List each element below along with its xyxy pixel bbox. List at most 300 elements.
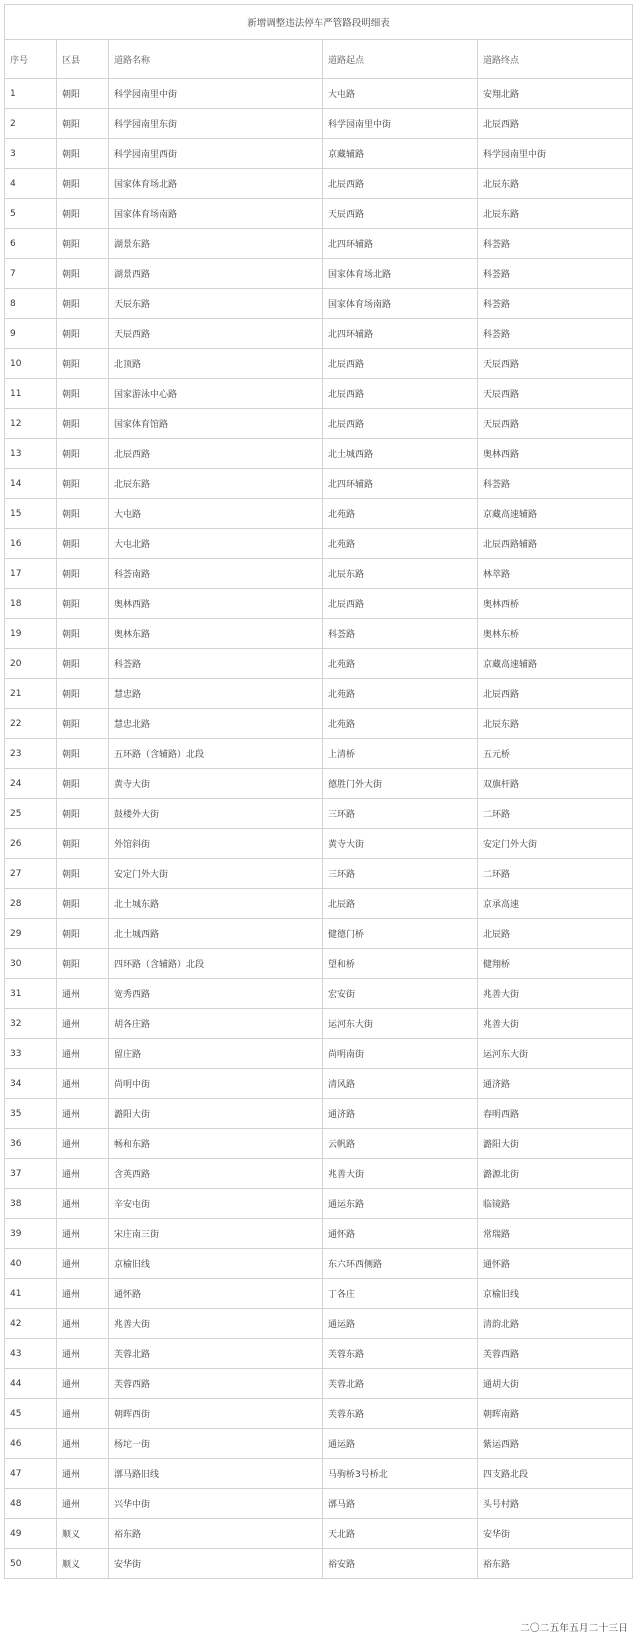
cell-road-end: 天辰西路 xyxy=(478,409,633,439)
table-row xyxy=(5,1069,633,1099)
cell-road-end: 安定门外大街 xyxy=(478,829,633,859)
cell-road-start: 漷马路 xyxy=(323,1489,478,1519)
table-row xyxy=(5,1519,633,1549)
cell-index: 11 xyxy=(5,379,57,409)
cell-road-end: 临镜路 xyxy=(478,1189,633,1219)
cell-road-end: 京藏高速辅路 xyxy=(478,649,633,679)
cell-road-start: 北辰西路 xyxy=(323,409,478,439)
cell-road-name: 鼓楼外大街 xyxy=(109,799,323,829)
cell-road-name: 天辰西路 xyxy=(109,319,323,349)
cell-district: 朝阳 xyxy=(57,439,109,469)
cell-index: 36 xyxy=(5,1129,57,1159)
cell-road-name: 安定门外大街 xyxy=(109,859,323,889)
cell-road-name: 潞阳大街 xyxy=(109,1099,323,1129)
cell-road-start: 京藏辅路 xyxy=(323,139,478,169)
cell-road-name: 辛安屯街 xyxy=(109,1189,323,1219)
cell-road-name: 五环路（含辅路）北段 xyxy=(109,739,323,769)
cell-district: 朝阳 xyxy=(57,859,109,889)
table-row xyxy=(5,979,633,1009)
table-row xyxy=(5,859,633,889)
cell-district: 通州 xyxy=(57,1219,109,1249)
cell-index: 47 xyxy=(5,1459,57,1489)
table-row xyxy=(5,259,633,289)
cell-district: 通州 xyxy=(57,1279,109,1309)
table-row xyxy=(5,1429,633,1459)
header-row xyxy=(5,40,633,79)
cell-road-end: 通济路 xyxy=(478,1069,633,1099)
document xyxy=(4,4,632,1579)
cell-district: 通州 xyxy=(57,1429,109,1459)
cell-road-name: 天辰东路 xyxy=(109,289,323,319)
cell-index: 35 xyxy=(5,1099,57,1129)
cell-road-name: 胡各庄路 xyxy=(109,1009,323,1039)
cell-road-end: 奥林西桥 xyxy=(478,589,633,619)
cell-district: 朝阳 xyxy=(57,889,109,919)
cell-road-start: 北苑路 xyxy=(323,499,478,529)
cell-road-name: 芙蓉北路 xyxy=(109,1339,323,1369)
cell-district: 顺义 xyxy=(57,1519,109,1549)
table-row xyxy=(5,469,633,499)
cell-district: 朝阳 xyxy=(57,499,109,529)
cell-road-name: 北顶路 xyxy=(109,349,323,379)
cell-district: 通州 xyxy=(57,1489,109,1519)
cell-road-end: 裕东路 xyxy=(478,1549,633,1579)
table-row xyxy=(5,919,633,949)
cell-index: 20 xyxy=(5,649,57,679)
cell-road-start: 云帆路 xyxy=(323,1129,478,1159)
cell-road-start: 健德门桥 xyxy=(323,919,478,949)
cell-road-start: 丁各庄 xyxy=(323,1279,478,1309)
cell-road-end: 五元桥 xyxy=(478,739,633,769)
cell-index: 27 xyxy=(5,859,57,889)
cell-road-start: 通怀路 xyxy=(323,1219,478,1249)
cell-road-name: 奥林西路 xyxy=(109,589,323,619)
cell-road-start: 北辰西路 xyxy=(323,589,478,619)
cell-district: 朝阳 xyxy=(57,559,109,589)
header-road-start: 道路起点 xyxy=(323,40,478,79)
cell-index: 39 xyxy=(5,1219,57,1249)
cell-district: 朝阳 xyxy=(57,769,109,799)
cell-road-start: 裕安路 xyxy=(323,1549,478,1579)
cell-road-start: 尚明南街 xyxy=(323,1039,478,1069)
cell-road-name: 含英西路 xyxy=(109,1159,323,1189)
cell-road-end: 朝晖南路 xyxy=(478,1399,633,1429)
cell-road-end: 京藏高速辅路 xyxy=(478,499,633,529)
cell-road-start: 北四环辅路 xyxy=(323,319,478,349)
cell-road-end: 奥林东桥 xyxy=(478,619,633,649)
cell-road-start: 天辰西路 xyxy=(323,199,478,229)
cell-district: 朝阳 xyxy=(57,229,109,259)
cell-index: 33 xyxy=(5,1039,57,1069)
table-row xyxy=(5,769,633,799)
table-row xyxy=(5,199,633,229)
document-date: 二〇二五年五月二十三日 xyxy=(520,1623,628,1634)
cell-road-name: 宽秀西路 xyxy=(109,979,323,1009)
cell-road-end: 运河东大街 xyxy=(478,1039,633,1069)
cell-road-start: 黄寺大街 xyxy=(323,829,478,859)
header-road-name: 道路名称 xyxy=(109,40,323,79)
cell-road-name: 裕东路 xyxy=(109,1519,323,1549)
cell-district: 通州 xyxy=(57,1009,109,1039)
cell-index: 44 xyxy=(5,1369,57,1399)
header-road-end: 道路终点 xyxy=(478,40,633,79)
table-row xyxy=(5,1339,633,1369)
cell-road-name: 科荟南路 xyxy=(109,559,323,589)
table-row xyxy=(5,559,633,589)
cell-road-start: 东六环西侧路 xyxy=(323,1249,478,1279)
cell-road-start: 北辰东路 xyxy=(323,559,478,589)
cell-road-start: 大屯路 xyxy=(323,79,478,109)
cell-district: 通州 xyxy=(57,979,109,1009)
cell-district: 朝阳 xyxy=(57,589,109,619)
cell-road-end: 天辰西路 xyxy=(478,379,633,409)
cell-district: 朝阳 xyxy=(57,799,109,829)
cell-road-name: 国家体育场北路 xyxy=(109,169,323,199)
cell-road-start: 通济路 xyxy=(323,1099,478,1129)
cell-road-name: 尚明中街 xyxy=(109,1069,323,1099)
cell-index: 45 xyxy=(5,1399,57,1429)
cell-road-start: 北土城西路 xyxy=(323,439,478,469)
table-row xyxy=(5,1099,633,1129)
cell-road-name: 大屯北路 xyxy=(109,529,323,559)
cell-road-name: 兆善大街 xyxy=(109,1309,323,1339)
table-row xyxy=(5,649,633,679)
table-row xyxy=(5,739,633,769)
title-row xyxy=(5,5,633,40)
cell-district: 朝阳 xyxy=(57,409,109,439)
cell-road-start: 北苑路 xyxy=(323,709,478,739)
cell-road-name: 国家游泳中心路 xyxy=(109,379,323,409)
cell-district: 朝阳 xyxy=(57,529,109,559)
cell-road-end: 二环路 xyxy=(478,859,633,889)
cell-road-name: 北土城东路 xyxy=(109,889,323,919)
cell-road-name: 京榆旧线 xyxy=(109,1249,323,1279)
table-row xyxy=(5,529,633,559)
cell-index: 21 xyxy=(5,679,57,709)
cell-road-end: 紫运西路 xyxy=(478,1429,633,1459)
cell-road-end: 安翔北路 xyxy=(478,79,633,109)
cell-road-start: 通运东路 xyxy=(323,1189,478,1219)
table-row xyxy=(5,319,633,349)
table-row xyxy=(5,439,633,469)
cell-index: 29 xyxy=(5,919,57,949)
cell-road-name: 芙蓉西路 xyxy=(109,1369,323,1399)
table-row xyxy=(5,169,633,199)
cell-road-name: 慧忠北路 xyxy=(109,709,323,739)
table-row xyxy=(5,1159,633,1189)
cell-road-start: 三环路 xyxy=(323,799,478,829)
cell-road-name: 国家体育馆路 xyxy=(109,409,323,439)
cell-road-end: 科荟路 xyxy=(478,469,633,499)
cell-road-end: 北辰西路 xyxy=(478,679,633,709)
cell-road-end: 科荟路 xyxy=(478,259,633,289)
cell-district: 通州 xyxy=(57,1459,109,1489)
cell-index: 28 xyxy=(5,889,57,919)
cell-index: 42 xyxy=(5,1309,57,1339)
cell-road-start: 北四环辅路 xyxy=(323,469,478,499)
cell-road-start: 北四环辅路 xyxy=(323,229,478,259)
cell-road-end: 兆善大街 xyxy=(478,979,633,1009)
cell-road-start: 芙蓉东路 xyxy=(323,1399,478,1429)
table-row xyxy=(5,1039,633,1069)
cell-district: 朝阳 xyxy=(57,289,109,319)
cell-index: 14 xyxy=(5,469,57,499)
cell-index: 46 xyxy=(5,1429,57,1459)
cell-road-end: 双旗杆路 xyxy=(478,769,633,799)
cell-road-name: 国家体育场南路 xyxy=(109,199,323,229)
cell-road-name: 北辰西路 xyxy=(109,439,323,469)
cell-index: 1 xyxy=(5,79,57,109)
cell-road-name: 宋庄南三街 xyxy=(109,1219,323,1249)
cell-road-start: 运河东大街 xyxy=(323,1009,478,1039)
cell-road-end: 春明西路 xyxy=(478,1099,633,1129)
cell-district: 通州 xyxy=(57,1399,109,1429)
cell-road-start: 芙蓉东路 xyxy=(323,1339,478,1369)
cell-road-name: 兴华中街 xyxy=(109,1489,323,1519)
cell-road-start: 芙蓉北路 xyxy=(323,1369,478,1399)
cell-road-start: 科学园南里中街 xyxy=(323,109,478,139)
cell-road-name: 奥林东路 xyxy=(109,619,323,649)
cell-index: 12 xyxy=(5,409,57,439)
cell-district: 通州 xyxy=(57,1129,109,1159)
cell-index: 9 xyxy=(5,319,57,349)
cell-road-end: 林萃路 xyxy=(478,559,633,589)
table-row xyxy=(5,1369,633,1399)
cell-road-end: 潞源北街 xyxy=(478,1159,633,1189)
cell-index: 49 xyxy=(5,1519,57,1549)
cell-district: 朝阳 xyxy=(57,679,109,709)
table-row xyxy=(5,289,633,319)
cell-road-name: 漷马路旧线 xyxy=(109,1459,323,1489)
cell-district: 朝阳 xyxy=(57,139,109,169)
cell-district: 朝阳 xyxy=(57,319,109,349)
cell-road-name: 慧忠路 xyxy=(109,679,323,709)
table-row xyxy=(5,949,633,979)
cell-road-end: 兆善大街 xyxy=(478,1009,633,1039)
cell-road-end: 通怀路 xyxy=(478,1249,633,1279)
cell-district: 顺义 xyxy=(57,1549,109,1579)
cell-road-start: 国家体育场南路 xyxy=(323,289,478,319)
cell-district: 通州 xyxy=(57,1369,109,1399)
cell-road-name: 留庄路 xyxy=(109,1039,323,1069)
table-row xyxy=(5,1189,633,1219)
cell-road-end: 北辰西路 xyxy=(478,109,633,139)
table-row xyxy=(5,1459,633,1489)
cell-road-name: 科学园南里中街 xyxy=(109,79,323,109)
cell-road-start: 天北路 xyxy=(323,1519,478,1549)
cell-index: 15 xyxy=(5,499,57,529)
table-row xyxy=(5,709,633,739)
cell-district: 朝阳 xyxy=(57,79,109,109)
cell-road-name: 科荟路 xyxy=(109,649,323,679)
cell-road-name: 通怀路 xyxy=(109,1279,323,1309)
table-row xyxy=(5,829,633,859)
cell-road-end: 北辰东路 xyxy=(478,709,633,739)
cell-road-end: 芙蓉西路 xyxy=(478,1339,633,1369)
cell-index: 16 xyxy=(5,529,57,559)
cell-road-end: 健翔桥 xyxy=(478,949,633,979)
cell-index: 8 xyxy=(5,289,57,319)
road-table xyxy=(4,4,633,1579)
cell-index: 41 xyxy=(5,1279,57,1309)
table-row xyxy=(5,799,633,829)
table-row xyxy=(5,79,633,109)
cell-district: 通州 xyxy=(57,1099,109,1129)
cell-index: 23 xyxy=(5,739,57,769)
cell-district: 朝阳 xyxy=(57,829,109,859)
cell-road-end: 头号村路 xyxy=(478,1489,633,1519)
cell-district: 朝阳 xyxy=(57,259,109,289)
cell-road-start: 通运路 xyxy=(323,1309,478,1339)
table-title: 新增调整违法停车严管路段明细表 xyxy=(5,5,633,40)
table-row xyxy=(5,139,633,169)
cell-district: 朝阳 xyxy=(57,199,109,229)
cell-index: 17 xyxy=(5,559,57,589)
cell-district: 朝阳 xyxy=(57,919,109,949)
cell-district: 通州 xyxy=(57,1309,109,1339)
cell-index: 31 xyxy=(5,979,57,1009)
cell-road-name: 北辰东路 xyxy=(109,469,323,499)
cell-road-end: 科荟路 xyxy=(478,229,633,259)
cell-index: 10 xyxy=(5,349,57,379)
cell-road-start: 三环路 xyxy=(323,859,478,889)
cell-index: 30 xyxy=(5,949,57,979)
table-row xyxy=(5,109,633,139)
table-row xyxy=(5,1219,633,1249)
cell-road-start: 北辰路 xyxy=(323,889,478,919)
cell-index: 37 xyxy=(5,1159,57,1189)
cell-road-end: 北辰路 xyxy=(478,919,633,949)
cell-index: 24 xyxy=(5,769,57,799)
header-district: 区县 xyxy=(57,40,109,79)
table-row xyxy=(5,1549,633,1579)
cell-road-end: 奥林西路 xyxy=(478,439,633,469)
cell-road-start: 通运路 xyxy=(323,1429,478,1459)
cell-district: 通州 xyxy=(57,1039,109,1069)
cell-road-start: 北辰西路 xyxy=(323,349,478,379)
cell-index: 18 xyxy=(5,589,57,619)
cell-index: 38 xyxy=(5,1189,57,1219)
cell-road-start: 清风路 xyxy=(323,1069,478,1099)
cell-index: 50 xyxy=(5,1549,57,1579)
cell-index: 25 xyxy=(5,799,57,829)
cell-index: 32 xyxy=(5,1009,57,1039)
cell-road-end: 京承高速 xyxy=(478,889,633,919)
cell-road-end: 四支路北段 xyxy=(478,1459,633,1489)
table-row xyxy=(5,1309,633,1339)
cell-road-start: 北苑路 xyxy=(323,649,478,679)
cell-road-name: 外馆斜街 xyxy=(109,829,323,859)
cell-road-end: 天辰西路 xyxy=(478,349,633,379)
table-row xyxy=(5,229,633,259)
cell-index: 7 xyxy=(5,259,57,289)
cell-district: 朝阳 xyxy=(57,739,109,769)
cell-road-start: 北辰西路 xyxy=(323,379,478,409)
cell-road-name: 四环路（含辅路）北段 xyxy=(109,949,323,979)
cell-road-start: 北苑路 xyxy=(323,679,478,709)
cell-road-start: 科荟路 xyxy=(323,619,478,649)
cell-district: 朝阳 xyxy=(57,649,109,679)
cell-road-start: 马驹桥3号桥北 xyxy=(323,1459,478,1489)
cell-index: 6 xyxy=(5,229,57,259)
cell-index: 48 xyxy=(5,1489,57,1519)
cell-road-end: 北辰东路 xyxy=(478,169,633,199)
cell-road-name: 大屯路 xyxy=(109,499,323,529)
table-row xyxy=(5,889,633,919)
table-row xyxy=(5,1249,633,1279)
table-row xyxy=(5,589,633,619)
cell-road-start: 兆善大街 xyxy=(323,1159,478,1189)
cell-road-name: 科学园南里西街 xyxy=(109,139,323,169)
cell-road-name: 科学园南里东街 xyxy=(109,109,323,139)
cell-road-name: 杨坨一街 xyxy=(109,1429,323,1459)
cell-road-end: 通胡大街 xyxy=(478,1369,633,1399)
cell-district: 朝阳 xyxy=(57,469,109,499)
cell-road-start: 望和桥 xyxy=(323,949,478,979)
cell-road-start: 北苑路 xyxy=(323,529,478,559)
cell-road-end: 二环路 xyxy=(478,799,633,829)
cell-index: 5 xyxy=(5,199,57,229)
cell-district: 朝阳 xyxy=(57,709,109,739)
table-row xyxy=(5,1489,633,1519)
cell-index: 13 xyxy=(5,439,57,469)
cell-road-name: 朝晖西街 xyxy=(109,1399,323,1429)
table-row xyxy=(5,679,633,709)
cell-road-end: 科荟路 xyxy=(478,319,633,349)
cell-road-end: 京榆旧线 xyxy=(478,1279,633,1309)
cell-road-start: 国家体育场北路 xyxy=(323,259,478,289)
cell-district: 朝阳 xyxy=(57,379,109,409)
cell-index: 3 xyxy=(5,139,57,169)
cell-district: 朝阳 xyxy=(57,349,109,379)
table-row xyxy=(5,1279,633,1309)
cell-road-end: 清韵北路 xyxy=(478,1309,633,1339)
table-row xyxy=(5,619,633,649)
cell-road-end: 常瑞路 xyxy=(478,1219,633,1249)
cell-road-name: 畅和东路 xyxy=(109,1129,323,1159)
cell-road-name: 安华街 xyxy=(109,1549,323,1579)
cell-road-start: 北辰西路 xyxy=(323,169,478,199)
cell-road-name: 黄寺大街 xyxy=(109,769,323,799)
cell-road-name: 北土城西路 xyxy=(109,919,323,949)
cell-road-end: 潞阳大街 xyxy=(478,1129,633,1159)
cell-road-name: 湖景西路 xyxy=(109,259,323,289)
cell-district: 朝阳 xyxy=(57,619,109,649)
cell-index: 43 xyxy=(5,1339,57,1369)
cell-index: 40 xyxy=(5,1249,57,1279)
table-body xyxy=(5,5,633,1579)
table-row xyxy=(5,1399,633,1429)
table-row xyxy=(5,1129,633,1159)
cell-road-start: 德胜门外大街 xyxy=(323,769,478,799)
cell-road-end: 科荟路 xyxy=(478,289,633,319)
cell-district: 通州 xyxy=(57,1069,109,1099)
table-row xyxy=(5,409,633,439)
table-row xyxy=(5,1009,633,1039)
table-row xyxy=(5,379,633,409)
cell-road-end: 科学园南里中街 xyxy=(478,139,633,169)
cell-district: 朝阳 xyxy=(57,169,109,199)
cell-road-end: 北辰西路辅路 xyxy=(478,529,633,559)
cell-road-start: 宏安街 xyxy=(323,979,478,1009)
cell-district: 通州 xyxy=(57,1159,109,1189)
header-index: 序号 xyxy=(5,40,57,79)
cell-index: 19 xyxy=(5,619,57,649)
cell-index: 2 xyxy=(5,109,57,139)
cell-road-start: 上清桥 xyxy=(323,739,478,769)
cell-road-name: 湖景东路 xyxy=(109,229,323,259)
cell-index: 26 xyxy=(5,829,57,859)
